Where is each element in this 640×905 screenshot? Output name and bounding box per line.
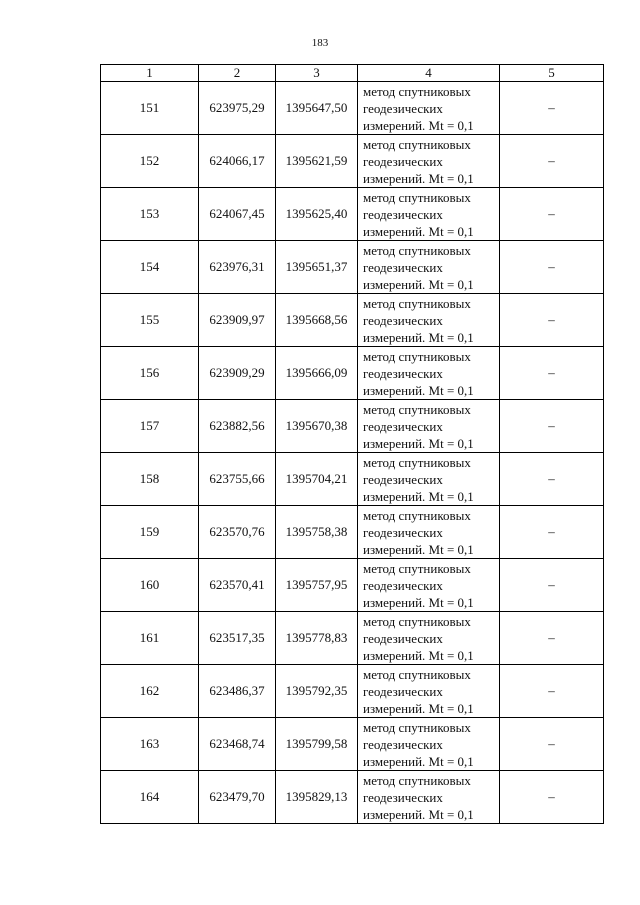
page-number: 183 <box>311 37 329 49</box>
point-number: 157 <box>101 400 199 453</box>
note-cell: – <box>500 241 604 294</box>
column-header-3: 3 <box>276 65 358 82</box>
coord-x: 623909,29 <box>199 347 276 400</box>
point-number: 155 <box>101 294 199 347</box>
coord-y: 1395758,38 <box>276 506 358 559</box>
point-number: 163 <box>101 718 199 771</box>
coord-y: 1395621,59 <box>276 135 358 188</box>
note-cell: – <box>500 135 604 188</box>
note-cell: – <box>500 294 604 347</box>
method-cell: метод спутниковых геодезических измерений. Mt = 0,1 <box>358 665 500 718</box>
coord-y: 1395704,21 <box>276 453 358 506</box>
table-row <box>101 400 604 453</box>
column-header-1: 1 <box>101 65 199 82</box>
coord-x: 624066,17 <box>199 135 276 188</box>
note-cell: – <box>500 771 604 824</box>
coord-y: 1395625,40 <box>276 188 358 241</box>
header-row <box>101 65 604 82</box>
table-row <box>101 612 604 665</box>
table-row <box>101 453 604 506</box>
table-row <box>101 771 604 824</box>
coord-x: 623517,35 <box>199 612 276 665</box>
note-cell: – <box>500 506 604 559</box>
coord-y: 1395647,50 <box>276 82 358 135</box>
point-number: 156 <box>101 347 199 400</box>
point-number: 153 <box>101 188 199 241</box>
point-number: 151 <box>101 82 199 135</box>
table-row <box>101 241 604 294</box>
table-row <box>101 559 604 612</box>
note-cell: – <box>500 665 604 718</box>
note-cell: – <box>500 82 604 135</box>
table-row <box>101 294 604 347</box>
point-number: 158 <box>101 453 199 506</box>
coord-y: 1395668,56 <box>276 294 358 347</box>
table-row <box>101 506 604 559</box>
point-number: 159 <box>101 506 199 559</box>
table-row <box>101 347 604 400</box>
method-cell: метод спутниковых геодезических измерений. Mt = 0,1 <box>358 612 500 665</box>
coord-y: 1395651,37 <box>276 241 358 294</box>
point-number: 152 <box>101 135 199 188</box>
coord-x: 623570,41 <box>199 559 276 612</box>
column-header-2: 2 <box>199 65 276 82</box>
table-row <box>101 188 604 241</box>
column-header-4: 4 <box>358 65 500 82</box>
note-cell: – <box>500 400 604 453</box>
note-cell: – <box>500 347 604 400</box>
method-cell: метод спутниковых геодезических измерений. Mt = 0,1 <box>358 771 500 824</box>
coord-y: 1395799,58 <box>276 718 358 771</box>
coord-x: 623976,31 <box>199 241 276 294</box>
point-number: 160 <box>101 559 199 612</box>
column-header-5: 5 <box>500 65 604 82</box>
coord-x: 624067,45 <box>199 188 276 241</box>
coord-x: 623486,37 <box>199 665 276 718</box>
coord-y: 1395666,09 <box>276 347 358 400</box>
table-body <box>101 82 604 824</box>
coord-x: 623882,56 <box>199 400 276 453</box>
coord-y: 1395757,95 <box>276 559 358 612</box>
coord-y: 1395778,83 <box>276 612 358 665</box>
point-number: 162 <box>101 665 199 718</box>
method-cell: метод спутниковых геодезических измерений. Mt = 0,1 <box>358 453 500 506</box>
coord-x: 623570,76 <box>199 506 276 559</box>
method-cell: метод спутниковых геодезических измерений. Mt = 0,1 <box>358 718 500 771</box>
method-cell: метод спутниковых геодезических измерений. Mt = 0,1 <box>358 400 500 453</box>
method-cell: метод спутниковых геодезических измерений. Mt = 0,1 <box>358 347 500 400</box>
point-number: 164 <box>101 771 199 824</box>
table-row <box>101 82 604 135</box>
table-row <box>101 665 604 718</box>
note-cell: – <box>500 188 604 241</box>
method-cell: метод спутниковых геодезических измерений. Mt = 0,1 <box>358 241 500 294</box>
table-row <box>101 718 604 771</box>
coord-x: 623755,66 <box>199 453 276 506</box>
coordinates-table <box>100 64 604 824</box>
method-cell: метод спутниковых геодезических измерений. Mt = 0,1 <box>358 559 500 612</box>
point-number: 154 <box>101 241 199 294</box>
note-cell: – <box>500 453 604 506</box>
coord-y: 1395792,35 <box>276 665 358 718</box>
point-number: 161 <box>101 612 199 665</box>
coord-y: 1395829,13 <box>276 771 358 824</box>
method-cell: метод спутниковых геодезических измерений. Mt = 0,1 <box>358 135 500 188</box>
coord-x: 623479,70 <box>199 771 276 824</box>
note-cell: – <box>500 718 604 771</box>
note-cell: – <box>500 612 604 665</box>
method-cell: метод спутниковых геодезических измерений. Mt = 0,1 <box>358 82 500 135</box>
coord-x: 623909,97 <box>199 294 276 347</box>
coord-y: 1395670,38 <box>276 400 358 453</box>
coord-x: 623975,29 <box>199 82 276 135</box>
method-cell: метод спутниковых геодезических измерений. Mt = 0,1 <box>358 506 500 559</box>
method-cell: метод спутниковых геодезических измерений. Mt = 0,1 <box>358 188 500 241</box>
method-cell: метод спутниковых геодезических измерений. Mt = 0,1 <box>358 294 500 347</box>
note-cell: – <box>500 559 604 612</box>
coord-x: 623468,74 <box>199 718 276 771</box>
table-row <box>101 135 604 188</box>
